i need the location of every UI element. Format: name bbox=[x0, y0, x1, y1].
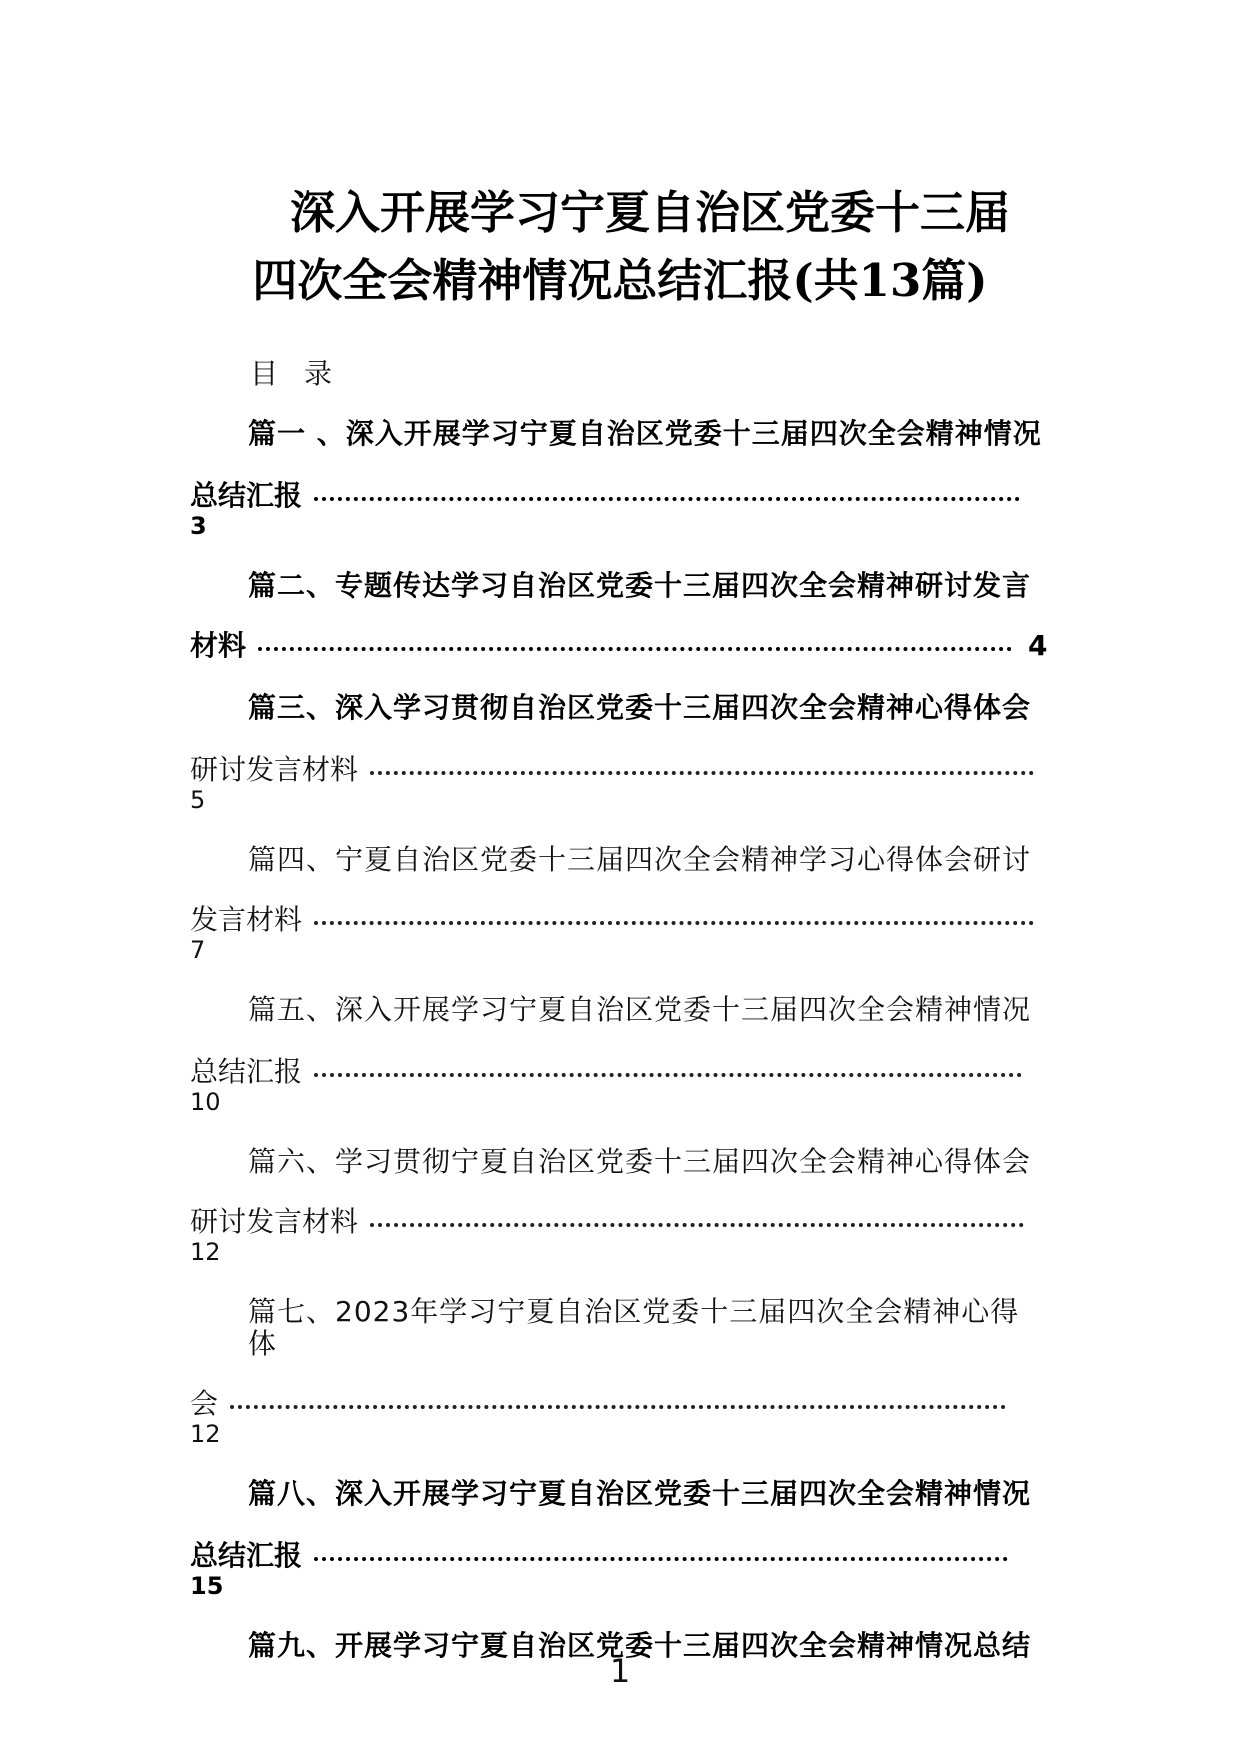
toc-dot-leader bbox=[314, 921, 1034, 925]
page-number-footer: 1 bbox=[609, 1652, 631, 1690]
toc-item-7-continuation-text: 会 bbox=[190, 1387, 219, 1420]
toc-item-7-title-wrap: 体 bbox=[248, 1327, 278, 1360]
toc-item-3-continuation[interactable] bbox=[190, 748, 1034, 788]
toc-item-4-page: 7 bbox=[190, 936, 206, 964]
toc-item-4-continuation[interactable] bbox=[190, 898, 1034, 938]
toc-dot-leader bbox=[370, 1223, 1024, 1227]
document-title-line-2: 四次全会精神情况总结汇报(共13篇) bbox=[252, 254, 988, 307]
toc-item-2-page: 4 bbox=[1028, 629, 1048, 662]
toc-item-7-title[interactable]: 篇七、2023年学习宁夏自治区党委十三届四次全会精神心得 bbox=[248, 1295, 1020, 1328]
toc-item-7-page: 12 bbox=[190, 1420, 221, 1448]
toc-item-5-title[interactable]: 篇五、深入开展学习宁夏自治区党委十三届四次全会精神情况 bbox=[248, 993, 1032, 1026]
toc-dot-leader bbox=[230, 1405, 1006, 1409]
toc-item-2-continuation-text: 材料 bbox=[190, 629, 247, 662]
toc-item-6-continuation-text: 研讨发言材料 bbox=[190, 1205, 359, 1238]
toc-item-9-title[interactable]: 篇九、开展学习宁夏自治区党委十三届四次全会精神情况总结 bbox=[248, 1629, 1032, 1662]
toc-item-1-continuation-text: 总结汇报 bbox=[190, 479, 303, 512]
toc-item-8-continuation[interactable] bbox=[190, 1534, 1008, 1574]
toc-item-1-title[interactable]: 篇一 、深入开展学习宁夏自治区党委十三届四次全会精神情况 bbox=[248, 417, 1042, 450]
toc-item-5-continuation[interactable] bbox=[190, 1050, 1022, 1090]
toc-item-6-title[interactable]: 篇六、学习贯彻宁夏自治区党委十三届四次全会精神心得体会 bbox=[248, 1145, 1032, 1178]
toc-item-3-continuation-text: 研讨发言材料 bbox=[190, 753, 359, 786]
toc-item-4-title[interactable]: 篇四、宁夏自治区党委十三届四次全会精神学习心得体会研讨 bbox=[248, 843, 1032, 876]
toc-dot-leader bbox=[314, 497, 1020, 501]
toc-item-7-continuation[interactable] bbox=[190, 1382, 1006, 1422]
toc-item-2-continuation[interactable] bbox=[190, 624, 1048, 664]
toc-item-6-page: 12 bbox=[190, 1238, 221, 1266]
toc-item-8-page: 15 bbox=[190, 1572, 224, 1600]
toc-item-5-continuation-text: 总结汇报 bbox=[190, 1055, 303, 1088]
toc-item-8-continuation-text: 总结汇报 bbox=[190, 1539, 303, 1572]
toc-item-8-title[interactable]: 篇八、深入开展学习宁夏自治区党委十三届四次全会精神情况 bbox=[248, 1477, 1032, 1510]
toc-dot-leader bbox=[314, 1557, 1008, 1561]
toc-item-1-page: 3 bbox=[190, 512, 207, 540]
toc-item-3-title[interactable]: 篇三、深入学习贯彻自治区党委十三届四次全会精神心得体会 bbox=[248, 691, 1032, 724]
toc-item-2-title[interactable]: 篇二、专题传达学习自治区党委十三届四次全会精神研讨发言 bbox=[248, 569, 1032, 602]
toc-item-6-continuation[interactable] bbox=[190, 1200, 1024, 1240]
toc-dot-leader bbox=[258, 647, 1012, 651]
toc-item-5-page: 10 bbox=[190, 1088, 221, 1116]
toc-dot-leader bbox=[314, 1073, 1022, 1077]
document-title-line-1: 深入开展学习宁夏自治区党委十三届 bbox=[289, 186, 1010, 239]
toc-item-4-continuation-text: 发言材料 bbox=[190, 903, 303, 936]
toc-dot-leader bbox=[370, 771, 1034, 775]
toc-item-1-continuation[interactable] bbox=[190, 474, 1020, 514]
toc-heading: 目录 bbox=[250, 357, 359, 390]
toc-item-3-page: 5 bbox=[190, 786, 206, 814]
